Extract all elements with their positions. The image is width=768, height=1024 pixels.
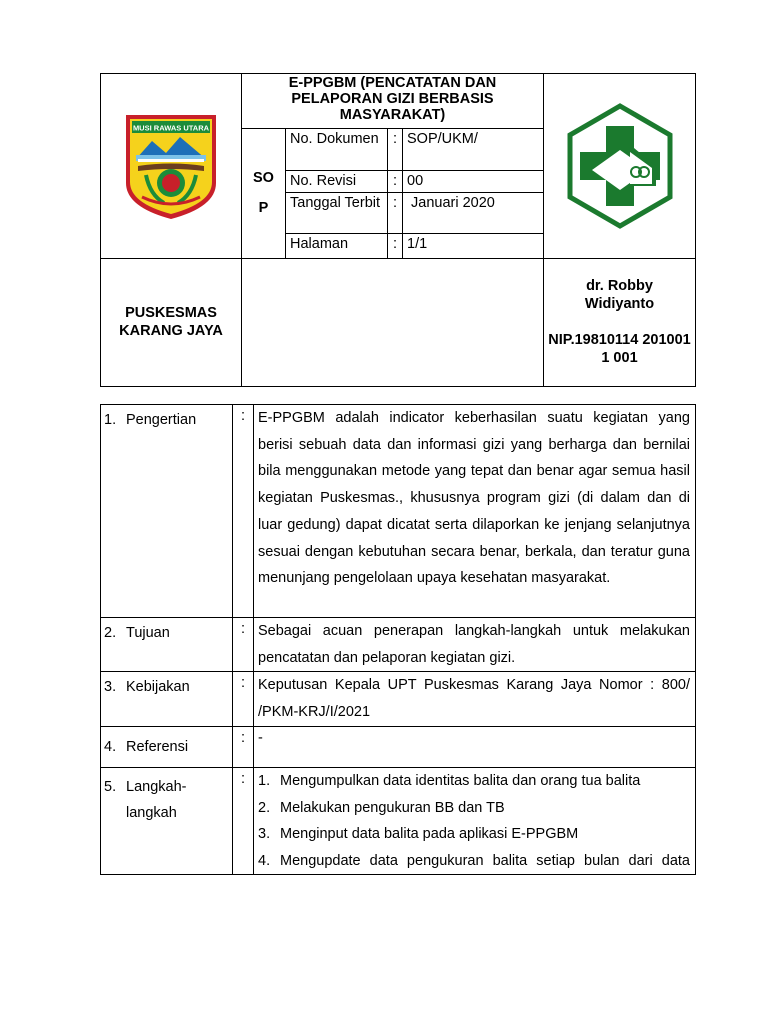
section-row-kebijakan <box>101 672 696 727</box>
field-value-no-revisi: 00 <box>403 171 544 193</box>
section-colon: : <box>233 405 254 618</box>
section-row-referensi <box>101 727 696 768</box>
step-item <box>258 795 690 822</box>
organization-name <box>101 258 242 386</box>
left-logo-cell <box>101 74 242 259</box>
signer-nip-line-1: NIP.19810114 201001 <box>548 331 691 348</box>
document-title <box>242 74 544 129</box>
step-number: 1. <box>258 773 271 790</box>
section-colon: : <box>233 618 254 672</box>
section-colon: : <box>233 727 254 768</box>
field-value-halaman: 1/1 <box>403 234 544 258</box>
section-label <box>101 672 233 727</box>
section-row-langkah <box>101 768 696 875</box>
field-colon: : <box>388 234 403 258</box>
step-item <box>258 768 690 795</box>
step-number: 4. <box>258 852 271 869</box>
org-line-1: PUSKESMAS <box>125 305 217 322</box>
section-label <box>101 405 233 618</box>
logo-text: MUSI RAWAS UTARA <box>132 123 210 133</box>
sop-label-line-2: P <box>258 200 269 217</box>
title-line-2: PELAPORAN GIZI BERBASIS <box>291 91 494 107</box>
section-text-pengertian: E-PPGBM adalah indicator keberhasilan suatu kegiatan yang berisi sebuah data dan informasi gizi yang berharga dan bernilai bila menggunakan metode yang tepat dan benar agar semua hasil kegiatan Puskesmas., khususnya program gizi (di dalam dan di luar gedung) dapat dicatat serta dilaporkan ke jenjang selanjutnya sesuai dengan kebutuhan secara benar, berkala, dan teratur guna menunjang pengelolaan upaya kesehatan masyarakat. <box>254 405 696 618</box>
musi-rawas-utara-logo <box>122 111 220 221</box>
step-number: 2. <box>258 799 271 816</box>
field-label-no-dokumen: No. Dokumen <box>286 129 388 171</box>
puskesmas-logo <box>564 102 676 230</box>
section-text-kebijakan: Keputusan Kepala UPT Puskesmas Karang Jaya Nomor : 800/ /PKM-KRJ/I/2021 <box>254 672 696 727</box>
section-number: 3. <box>104 679 117 696</box>
sop-content-table <box>100 404 696 875</box>
section-label-text: Pengertian <box>126 412 197 428</box>
field-value-no-dokumen: SOP/UKM/ <box>403 129 544 171</box>
field-value-tanggal-terbit: Januari 2020 <box>403 193 544 234</box>
section-row-tujuan <box>101 618 696 672</box>
steps-list <box>254 768 696 875</box>
section-text-tujuan: Sebagai acuan penerapan langkah-langkah untuk melakukan pencatatan dan pelaporan kegiatan gizi. <box>254 618 696 672</box>
title-line-3: MASYARAKAT) <box>339 107 446 123</box>
field-colon: : <box>388 171 403 193</box>
label-line-1: Langkah- <box>126 779 187 796</box>
sop-label <box>242 129 286 258</box>
section-colon: : <box>233 768 254 875</box>
section-label-text: Tujuan <box>126 625 170 641</box>
step-text: Mengupdate data pengukuran balita setiap bulan dari data <box>280 852 690 869</box>
section-label <box>101 727 233 768</box>
step-text: Menginput data balita pada aplikasi E-PPGBM <box>280 826 579 843</box>
section-number: 5. <box>104 779 117 796</box>
signer-name-line-2: Widiyanto <box>584 295 655 312</box>
step-number: 3. <box>258 826 271 843</box>
signer-nip-line-2: 1 001 <box>601 349 638 366</box>
signer-name-line-1: dr. Robby <box>586 277 653 294</box>
field-label-tanggal-terbit: Tanggal Terbit <box>286 193 388 234</box>
org-line-2: KARANG JAYA <box>119 323 223 340</box>
sop-header-table <box>100 73 696 387</box>
step-item <box>258 821 690 848</box>
section-colon: : <box>233 672 254 727</box>
signer-block <box>544 258 696 386</box>
section-label-text: Referensi <box>126 739 189 756</box>
section-text-referensi: - <box>254 727 696 768</box>
section-label <box>101 768 233 875</box>
section-number: 4. <box>104 739 117 756</box>
blank-cell <box>242 258 544 386</box>
section-number: 1. <box>104 412 117 428</box>
title-line-1: E-PPGBM (PENCATATAN DAN <box>288 75 497 91</box>
step-text: Mengumpulkan data identitas balita dan orang tua balita <box>280 773 641 790</box>
step-item <box>258 848 690 875</box>
label-line-2: langkah <box>126 805 177 822</box>
field-colon: : <box>388 193 403 234</box>
field-label-halaman: Halaman <box>286 234 388 258</box>
sop-label-line-1: SO <box>253 170 274 187</box>
right-logo-cell <box>544 74 696 259</box>
field-colon: : <box>388 129 403 171</box>
section-label-text <box>126 774 186 826</box>
section-label-text: Kebijakan <box>126 679 190 696</box>
field-label-no-revisi: No. Revisi <box>286 171 388 193</box>
section-label <box>101 618 233 672</box>
section-row-pengertian <box>101 405 696 618</box>
section-number: 2. <box>104 625 117 641</box>
step-text: Melakukan pengukuran BB dan TB <box>280 799 505 816</box>
